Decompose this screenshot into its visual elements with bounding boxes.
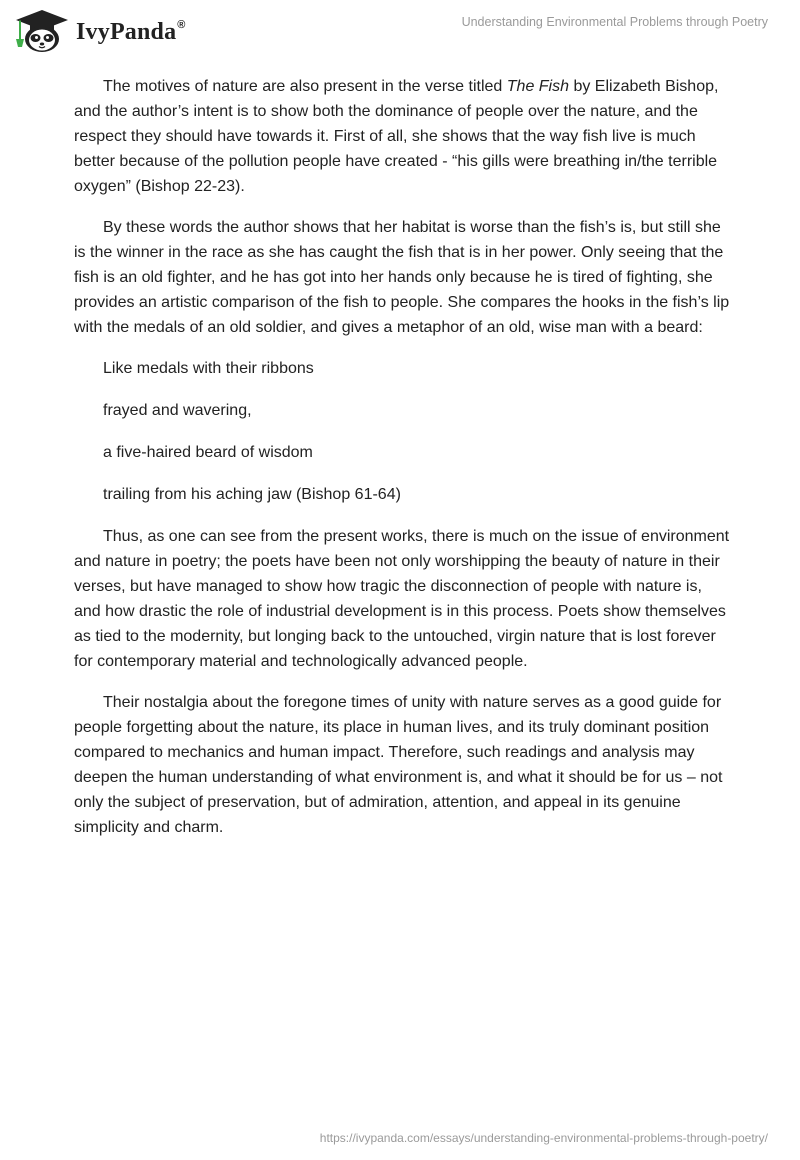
paragraph-1-intro: The motives of nature are also present in the verse titled xyxy=(103,78,507,95)
paragraph-1-rest: by Elizabeth Bishop, and the author’s intent is to show both the dominance of people over the nature, and the respect they should have towards it. First of all, she shows that the way fish live is much better because of the pollution people have created - “his gills were breathing in/the terrible oxygen” (Bishop 22-23). xyxy=(74,78,719,195)
verse-line-1: Like medals with their ribbons xyxy=(103,360,314,377)
source-url[interactable]: https://ivypanda.com/essays/understanding-environmental-problems-through-poetry/ xyxy=(319,1131,768,1145)
verse-line-4: trailing from his aching jaw (Bishop 61-64) xyxy=(103,486,401,503)
paragraph-3: Thus, as one can see from the present works, there is much on the issue of environment and nature in poetry; the poets have been not only worshipping the beauty of nature in their verses, but have managed to show how tragic the disconnection of people with nature is, and how drastic the role of industrial development is in this process. Poets show themselves as tied to the modernity, but longing back to the untouched, virgin nature that is lost forever for contemporary material and technologically advanced people. xyxy=(74,528,730,670)
essay-content xyxy=(74,74,730,856)
page-header xyxy=(0,0,800,60)
verse-line-3: a five-haired beard of wisdom xyxy=(103,444,313,461)
document-title: Understanding Environmental Problems through Poetry xyxy=(461,15,768,29)
panda-graduation-cap-icon xyxy=(14,9,70,53)
registered-mark: ® xyxy=(177,18,186,31)
paragraph-4: Their nostalgia about the foregone times of unity with nature serves as a good guide for people forgetting about the nature, its place in human lives, and its truly dominant position compared to mechanics and human impact. Therefore, such readings and analysis may deepen the human understanding of what environment is, and what it should be for us – not only the subject of preservation, but of admiration, attention, and appeal in its genuine simplicity and charm. xyxy=(74,694,723,836)
paragraph-2: By these words the author shows that her habitat is worse than the fish’s is, but still she is the winner in the race as she has caught the fish that is in her power. Only seeing that the fish is an old fighter, and he has got into her hands only because he is tired of fighting, she provides an artistic comparison of the fish to people. She compares the hooks in the fish’s lip with the medals of an old soldier, and gives a metaphor of an old, wise man with a beard: xyxy=(74,219,730,336)
ivypanda-logo[interactable] xyxy=(14,9,186,53)
brand-name: IvyPanda® xyxy=(76,18,186,45)
paragraph-1 xyxy=(74,74,730,199)
verse-line-2: frayed and wavering, xyxy=(103,402,252,419)
poem-title: The Fish xyxy=(506,78,570,95)
